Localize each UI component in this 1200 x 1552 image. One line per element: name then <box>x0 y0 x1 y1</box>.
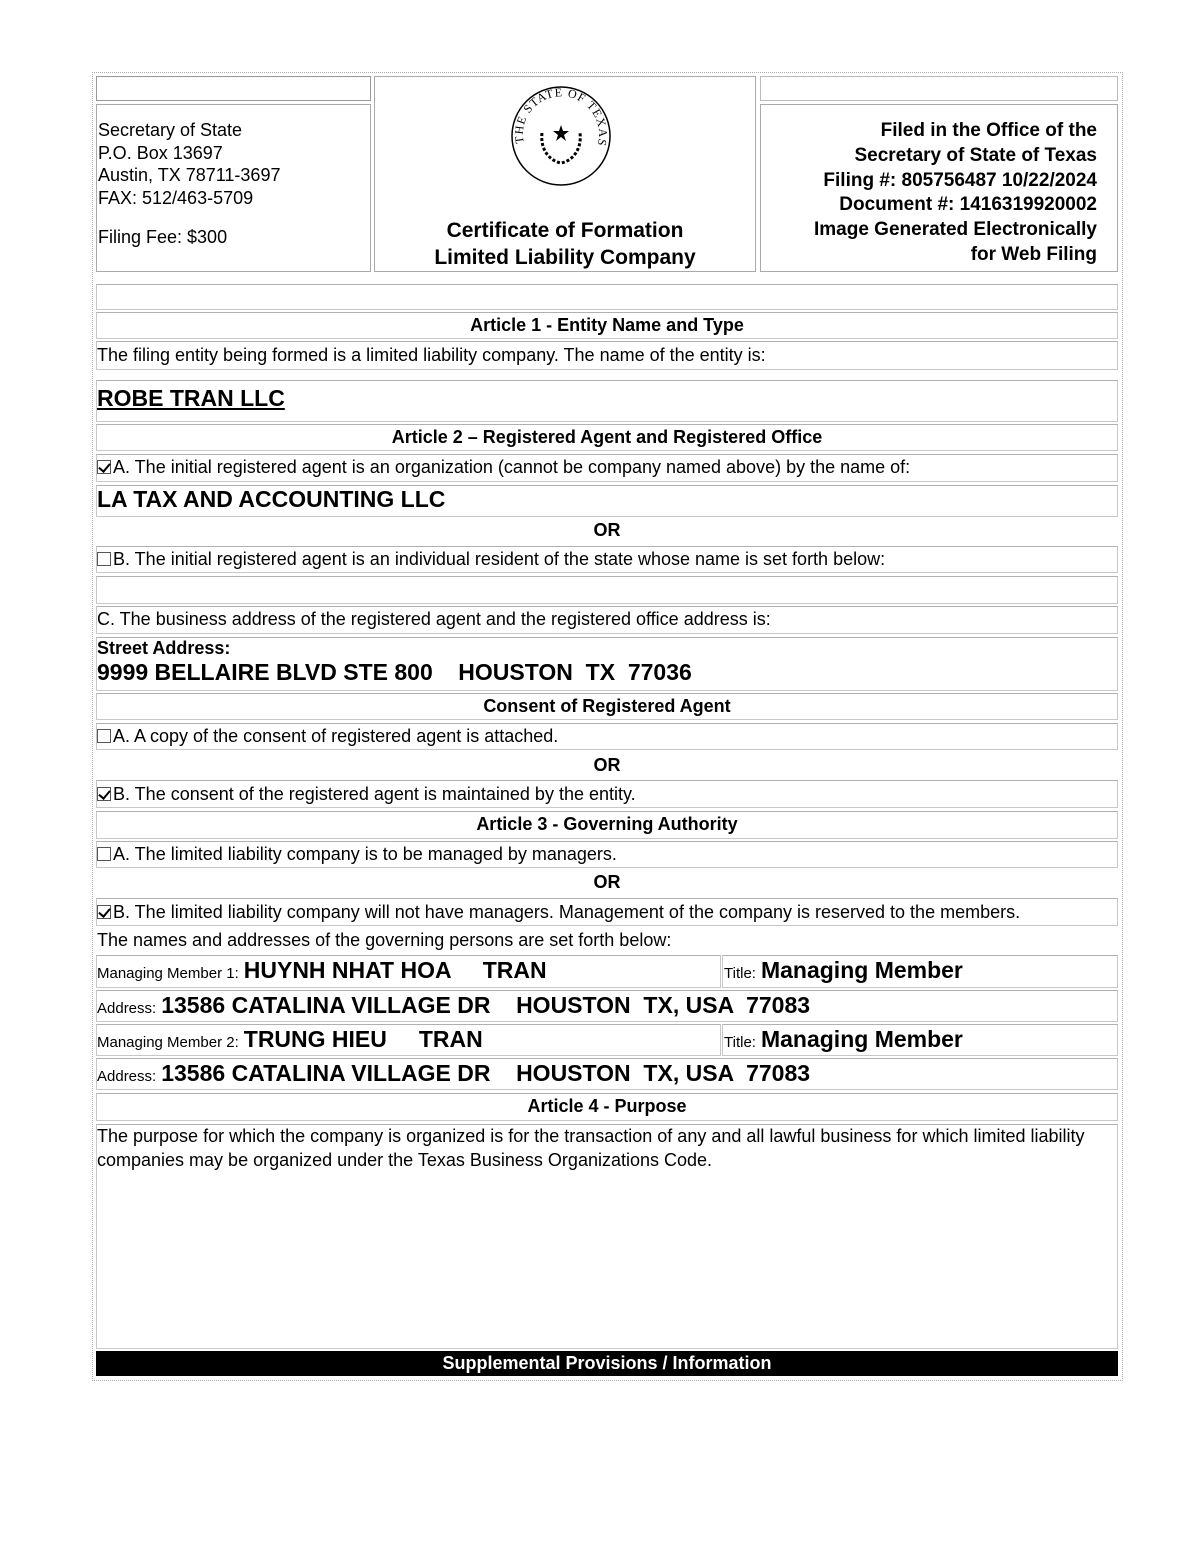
header-blank-box-right <box>760 76 1118 101</box>
purpose-text: The purpose for which the company is organized is for the transaction of any and all lawful business for which limited liability companies may be organized under the Texas Business Organizations Code. <box>97 1126 1085 1170</box>
blank-row <box>96 576 1118 604</box>
texas-seal <box>510 85 612 187</box>
consent-attached-checkbox[interactable] <box>97 729 111 743</box>
address-label: Address: <box>97 1000 157 1017</box>
no-managers-checkbox[interactable] <box>97 905 111 919</box>
or-label: OR <box>593 520 621 540</box>
agent-name: LA TAX AND ACCOUNTING LLC <box>97 486 446 512</box>
governing-persons-text: The names and addresses of the governing persons are set forth below: <box>97 930 672 950</box>
filed-stamp-box <box>760 104 1118 272</box>
option-b-label: B. The limited liability company will not have managers. Management of the company is reserved to the members. <box>113 902 1021 922</box>
supplemental-heading: Supplemental Provisions / Information <box>96 1351 1118 1376</box>
document-title: Certificate of Formation <box>446 219 684 242</box>
managed-by-managers-checkbox[interactable] <box>97 847 111 861</box>
title-box <box>374 76 756 272</box>
article3-heading: Article 3 - Governing Authority <box>476 814 738 834</box>
svg-text:THE STATE OF TEXAS <box>512 85 610 148</box>
or-label: OR <box>593 872 621 892</box>
office-line: Austin, TX 78711-3697 <box>98 165 281 185</box>
article2-heading: Article 2 – Registered Agent and Registered Office <box>391 427 823 447</box>
document-subtitle: Limited Liability Company <box>434 246 696 269</box>
consent-a-label: A. A copy of the consent of registered agent is attached. <box>113 726 559 746</box>
filed-line: Secretary of State of Texas <box>854 144 1097 166</box>
or-label: OR <box>593 755 621 775</box>
member-address: 13586 CATALINA VILLAGE DR HOUSTON TX, USA 77083 <box>161 1060 811 1086</box>
filing-fee: Filing Fee: $300 <box>98 227 228 247</box>
article1-text: The filing entity being formed is a limited liability company. The name of the entity is: <box>97 345 766 365</box>
option-a-label: A. The limited liability company is to be managed by managers. <box>113 844 617 864</box>
blank-row <box>96 284 1118 310</box>
member-label: Managing Member 1: <box>97 965 239 982</box>
member-name: TRUNG HIEU TRAN <box>243 1026 483 1052</box>
filing-number: Filing #: 805756487 10/22/2024 <box>823 169 1097 191</box>
header-blank-box <box>96 76 371 101</box>
option-b-label: B. The initial registered agent is an individual resident of the state whose name is set forth below: <box>113 549 886 569</box>
office-line: P.O. Box 13697 <box>98 142 223 163</box>
member-title: Managing Member <box>760 957 963 983</box>
street-address: 9999 BELLAIRE BLVD STE 800 HOUSTON TX 77036 <box>97 659 692 685</box>
member-address: 13586 CATALINA VILLAGE DR HOUSTON TX, USA 77083 <box>161 992 811 1018</box>
entity-name: ROBE TRAN LLC <box>97 385 285 411</box>
consent-maintained-checkbox[interactable] <box>97 787 111 801</box>
filed-line: for Web Filing <box>970 243 1097 265</box>
article1-heading: Article 1 - Entity Name and Type <box>470 315 744 335</box>
office-line: FAX: 512/463-5709 <box>98 187 254 208</box>
consent-b-label: B. The consent of the registered agent is maintained by the entity. <box>113 784 636 804</box>
option-a-label: A. The initial registered agent is an organization (cannot be company named above) by the name of: <box>113 457 911 477</box>
filed-line: Filed in the Office of the <box>880 120 1097 141</box>
agent-organization-checkbox[interactable] <box>97 460 111 474</box>
option-c-text: C. The business address of the registered agent and the registered office address is: <box>97 609 771 629</box>
member-label: Managing Member 2: <box>97 1034 239 1051</box>
title-label: Title: <box>724 1034 756 1051</box>
member-name: HUYNH NHAT HOA TRAN <box>243 957 547 983</box>
title-label: Title: <box>724 965 756 982</box>
address-label: Address: <box>97 1068 157 1085</box>
office-line: Secretary of State <box>98 120 243 140</box>
document-number: Document #: 1416319920002 <box>839 194 1097 216</box>
member-title: Managing Member <box>760 1026 963 1052</box>
office-box <box>96 104 371 272</box>
article4-heading: Article 4 - Purpose <box>527 1096 687 1116</box>
agent-individual-checkbox[interactable] <box>97 552 111 566</box>
filed-line: Image Generated Electronically <box>813 219 1097 241</box>
consent-heading: Consent of Registered Agent <box>483 696 731 716</box>
seal-text: THE STATE OF TEXAS <box>511 85 611 148</box>
street-address-label: Street Address: <box>97 638 231 658</box>
